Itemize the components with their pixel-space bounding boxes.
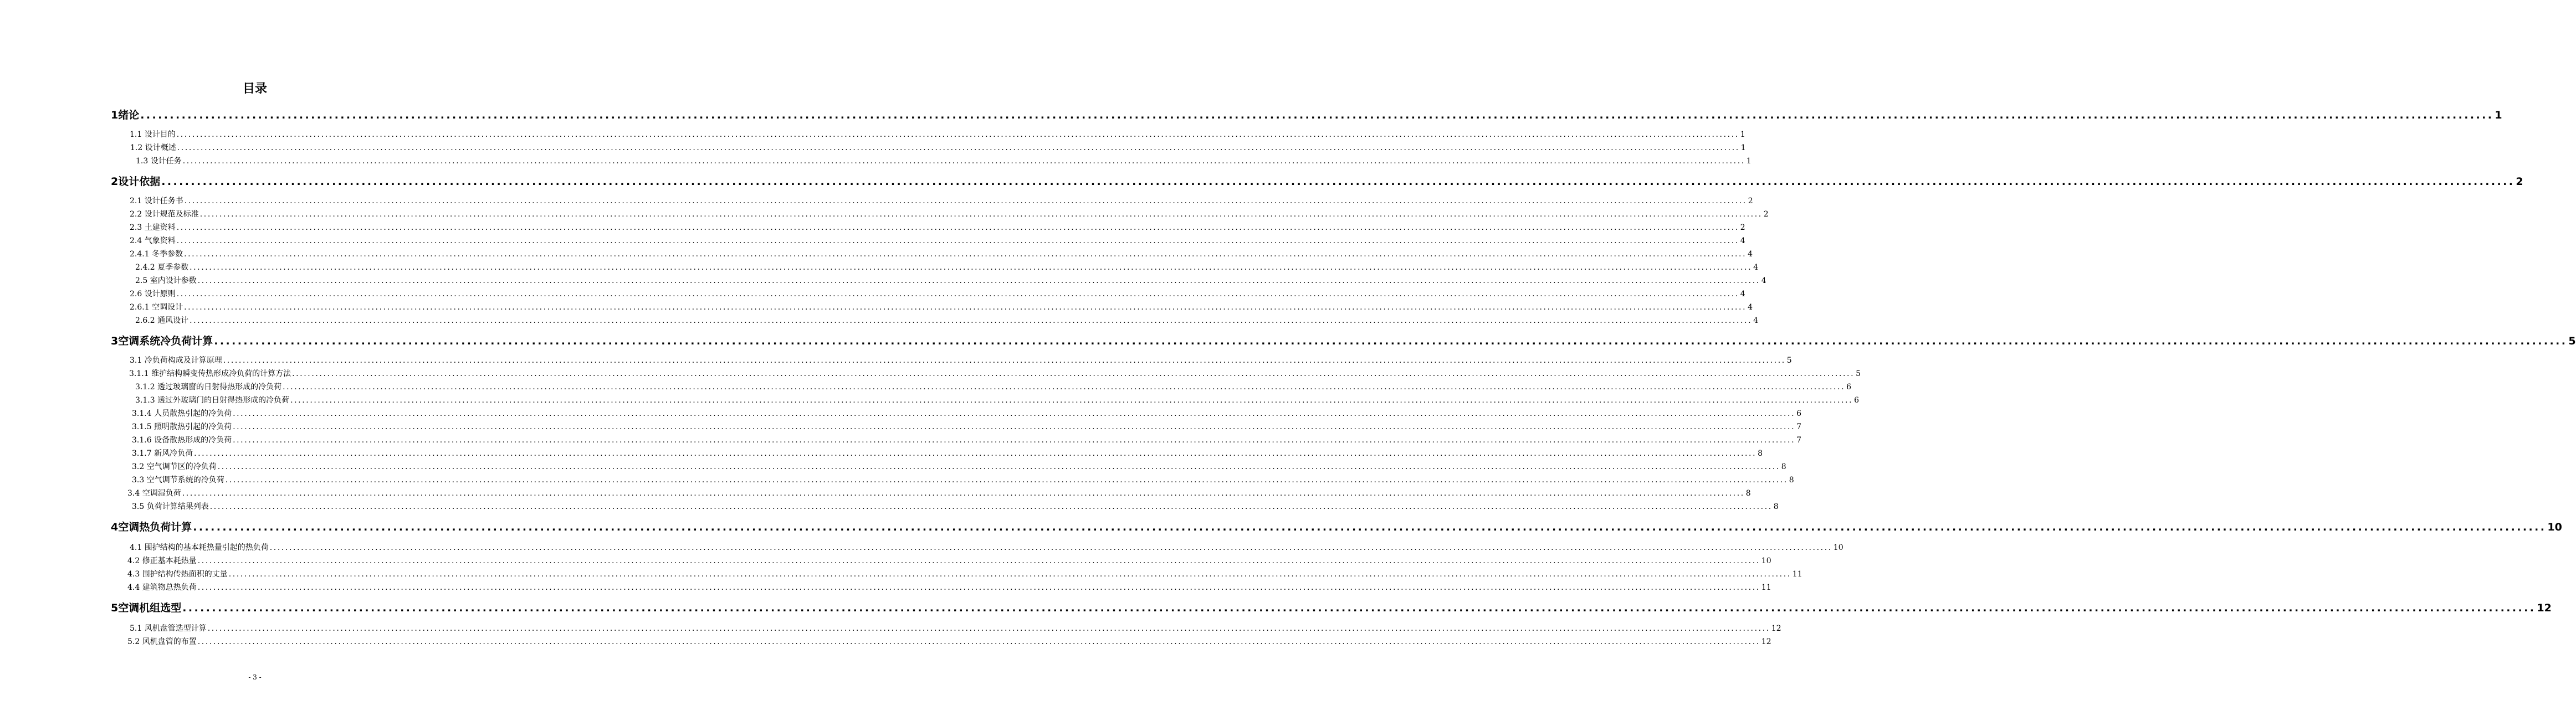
toc-entry-label: 1.1 设计目的 xyxy=(130,130,176,139)
toc-chapter-entry[interactable] xyxy=(111,173,2523,188)
toc-chapter-entry[interactable] xyxy=(111,333,2576,347)
toc-leader-dots: ................................................................................................................................................................................................................................................................................................................................................................................................................ xyxy=(233,423,1796,431)
toc-page-number: 8 xyxy=(1773,502,1779,511)
toc-section-entry[interactable] xyxy=(132,474,1794,485)
toc-page-number: 7 xyxy=(1796,423,1802,431)
toc-leader-dots: ................................................................................................................................................................................................................................................................................................................................................................................................................ xyxy=(182,489,1745,498)
toc-section-entry[interactable] xyxy=(130,622,1781,634)
toc-entry-label: 4.1 围护结构的基本耗热量引起的热负荷 xyxy=(130,543,269,552)
toc-leader-dots: ................................................................................................................................................................................................................................................................................................................................................................................................................ xyxy=(190,316,1753,325)
toc-entry-label: 5.2 风机盘管的布置 xyxy=(127,637,197,646)
toc-leader-dots: ................................................................................................................................................................................................................................................................................................................................................................................................................ xyxy=(176,223,1739,232)
toc-page-number: 8 xyxy=(1745,489,1751,498)
toc-section-entry[interactable] xyxy=(132,461,1786,472)
page-number-footer: - 3 - xyxy=(248,673,262,681)
toc-section-entry[interactable] xyxy=(127,568,1802,579)
toc-leader-dots: ................................................................................................................................................................................................................................................................................................................................................................................................................ xyxy=(283,383,1846,392)
toc-section-entry[interactable] xyxy=(135,394,1860,405)
toc-leader-dots: ................................................................................................................................................................................................................................................................................................................................................................................................................ xyxy=(176,130,1739,139)
toc-entry-label: 4.3 围护结构传热面积的丈量 xyxy=(127,570,228,579)
toc-leader-dots: ................................................................................................................................................................................................................................................................................................................................................................................................................ xyxy=(217,462,1780,471)
toc-chapter-number: 2 xyxy=(111,176,119,188)
toc-section-entry[interactable] xyxy=(130,248,1753,259)
toc-leader-dots: ................................................................................................................................................................................................................................................................................................................................................................................................................ xyxy=(292,369,1855,378)
toc-page-number: 2 xyxy=(2516,176,2523,188)
toc-entry-label: 空调系统冷负荷计算 xyxy=(118,335,213,347)
toc-page-number: 2 xyxy=(1763,210,1769,219)
toc-entry-label: 2.4 气象资料 xyxy=(130,236,176,245)
toc-page-number: 10 xyxy=(1761,557,1771,565)
toc-leader-dots: ................................................................................................................................................................................................................................................................................................................................................................................................................ xyxy=(182,157,1745,166)
toc-leader-dots: ................................................................................................................................................................................................................................................................................................................................................................................................................ xyxy=(199,210,1763,219)
toc-entry-label: 3.1.2 透过玻璃窗的日射得热形成的冷负荷 xyxy=(135,383,282,392)
toc-page-number: 1 xyxy=(1740,130,1745,139)
toc-page-number: 11 xyxy=(1761,583,1771,592)
toc-entry-label: 4.4 建筑物总热负荷 xyxy=(127,583,197,592)
toc-leader-dots: ................................................................................................................................................................................................................................................................................................................................................................................................................ xyxy=(140,109,2494,121)
toc-page-number: 4 xyxy=(1748,250,1753,259)
toc-leader-dots: ................................................................................................................................................................................................................................................................................................................................................................................................................ xyxy=(184,197,1747,205)
toc-entry-label: 2.6.1 空调设计 xyxy=(130,303,183,312)
toc-page-number: 4 xyxy=(1740,236,1745,245)
toc-page-number: 7 xyxy=(1796,436,1802,445)
toc-leader-dots: ................................................................................................................................................................................................................................................................................................................................................................................................................ xyxy=(290,396,1853,405)
toc-leader-dots: ................................................................................................................................................................................................................................................................................................................................................................................................................ xyxy=(197,583,1760,592)
toc-leader-dots: ................................................................................................................................................................................................................................................................................................................................................................................................................ xyxy=(161,176,2515,188)
toc-entry-label: 2.6.2 通风设计 xyxy=(135,316,189,325)
toc-leader-dots: ................................................................................................................................................................................................................................................................................................................................................................................................................ xyxy=(209,502,1773,511)
toc-entry-label: 空调热负荷计算 xyxy=(118,521,192,533)
toc-entry-label: 3.5 负荷计算结果列表 xyxy=(132,502,209,511)
toc-section-entry[interactable] xyxy=(129,368,1861,379)
toc-page-number: 5 xyxy=(2568,335,2576,347)
toc-entry-label: 2.2 设计规范及标准 xyxy=(130,210,199,219)
toc-page-number: 12 xyxy=(1761,637,1771,646)
toc-page-number: 6 xyxy=(1846,383,1852,392)
toc-chapter-entry[interactable] xyxy=(111,600,2552,614)
toc-leader-dots: ................................................................................................................................................................................................................................................................................................................................................................................................................ xyxy=(269,543,1832,552)
toc-page-number: 2 xyxy=(1740,223,1745,232)
toc-entry-label: 3.1.1 维护结构瞬变传热形成冷负荷的计算方法 xyxy=(129,369,291,378)
toc-entry-label: 绪论 xyxy=(118,109,140,121)
toc-page-number: 4 xyxy=(1748,303,1753,312)
toc-leader-dots: ................................................................................................................................................................................................................................................................................................................................................................................................................ xyxy=(233,436,1796,445)
toc-page-number: 5 xyxy=(1856,369,1861,378)
toc-entry-label: 4.2 修正基本耗热量 xyxy=(127,557,197,565)
toc-page-number: 6 xyxy=(1854,396,1860,405)
toc-entry-label: 5.1 风机盘管选型计算 xyxy=(130,624,207,633)
toc-leader-dots: ................................................................................................................................................................................................................................................................................................................................................................................................................ xyxy=(176,290,1739,298)
toc-section-entry[interactable] xyxy=(132,447,1763,459)
toc-section-entry[interactable] xyxy=(130,222,1745,233)
toc-page-number: 1 xyxy=(1746,157,1752,166)
toc-entry-label: 1.2 设计概述 xyxy=(130,143,176,152)
toc-entry-label: 1.3 设计任务 xyxy=(136,157,182,166)
toc-section-entry[interactable] xyxy=(127,487,1751,498)
toc-leader-dots: ................................................................................................................................................................................................................................................................................................................................................................................................................ xyxy=(207,624,1770,633)
toc-chapter-number: 5 xyxy=(111,602,119,614)
toc-entry-label: 3.1.3 透过外玻璃门的日射得热形成的冷负荷 xyxy=(135,396,290,405)
toc-entry-label: 3.2 空气调节区的冷负荷 xyxy=(132,462,217,471)
toc-page-number: 2 xyxy=(1748,197,1753,205)
toc-entry-label: 2.5 室内设计参数 xyxy=(135,276,197,285)
toc-page-number: 11 xyxy=(1792,570,1802,579)
toc-section-entry[interactable] xyxy=(132,408,1802,419)
toc-section-entry[interactable] xyxy=(130,195,1753,206)
toc-leader-dots: ................................................................................................................................................................................................................................................................................................................................................................................................................ xyxy=(233,409,1796,418)
toc-entry-label: 3.1.6 设备散热形成的冷负荷 xyxy=(132,436,232,445)
toc-leader-dots: ................................................................................................................................................................................................................................................................................................................................................................................................................ xyxy=(214,335,2568,347)
toc-leader-dots: ................................................................................................................................................................................................................................................................................................................................................................................................................ xyxy=(176,236,1739,245)
toc-leader-dots: ................................................................................................................................................................................................................................................................................................................................................................................................................ xyxy=(184,303,1747,312)
toc-section-entry[interactable] xyxy=(135,381,1852,392)
toc-chapter-entry[interactable] xyxy=(111,107,2502,121)
toc-leader-dots: ................................................................................................................................................................................................................................................................................................................................................................................................................ xyxy=(177,143,1740,152)
toc-page-number: 12 xyxy=(2537,602,2552,614)
toc-entry-label: 3.1 冷负荷构成及计算原理 xyxy=(130,356,222,365)
toc-page-number: 4 xyxy=(1753,263,1759,272)
toc-entry-label: 2.4.2 夏季参数 xyxy=(135,263,189,272)
toc-section-entry[interactable] xyxy=(130,354,1792,365)
toc-chapter-number: 3 xyxy=(111,335,119,347)
toc-entry-label: 设计依据 xyxy=(118,176,161,188)
toc-section-entry[interactable] xyxy=(136,155,1752,166)
toc-entry-label: 空调机组选型 xyxy=(118,602,182,614)
toc-entry-label: 3.1.7 新风冷负荷 xyxy=(132,449,193,458)
toc-leader-dots: ................................................................................................................................................................................................................................................................................................................................................................................................................ xyxy=(194,449,1757,458)
toc-leader-dots: ................................................................................................................................................................................................................................................................................................................................................................................................................ xyxy=(190,263,1753,272)
toc-section-entry[interactable] xyxy=(135,315,1759,326)
toc-leader-dots: ................................................................................................................................................................................................................................................................................................................................................................................................................ xyxy=(228,570,1791,579)
toc-leader-dots: ................................................................................................................................................................................................................................................................................................................................................................................................................ xyxy=(223,356,1786,365)
toc-page-number: 8 xyxy=(1781,462,1786,471)
toc-leader-dots: ................................................................................................................................................................................................................................................................................................................................................................................................................ xyxy=(225,476,1788,485)
toc-page-number: 12 xyxy=(1771,624,1781,633)
toc-entry-label: 2.1 设计任务书 xyxy=(130,197,183,205)
toc-entry-label: 3.1.4 人员散热引起的冷负荷 xyxy=(132,409,232,418)
toc-leader-dots: ................................................................................................................................................................................................................................................................................................................................................................................................................ xyxy=(197,557,1760,565)
toc-section-entry[interactable] xyxy=(135,261,1759,272)
toc-section-entry[interactable] xyxy=(132,501,1779,512)
toc-chapter-number: 4 xyxy=(111,521,119,533)
toc-section-entry[interactable] xyxy=(135,275,1766,286)
toc-section-entry[interactable] xyxy=(132,434,1802,445)
toc-section-entry[interactable] xyxy=(132,421,1802,432)
toc-section-entry[interactable] xyxy=(127,555,1771,566)
toc-entry-label: 3.4 空调湿负荷 xyxy=(127,489,181,498)
toc-leader-dots: ................................................................................................................................................................................................................................................................................................................................................................................................................ xyxy=(193,521,2547,533)
toc-entry-label: 3.1.5 照明散热引起的冷负荷 xyxy=(132,423,232,431)
toc-section-entry[interactable] xyxy=(127,581,1771,593)
toc-chapter-entry[interactable] xyxy=(111,519,2562,533)
toc-section-entry[interactable] xyxy=(130,235,1745,246)
toc-leader-dots: ................................................................................................................................................................................................................................................................................................................................................................................................................ xyxy=(197,276,1760,285)
toc-section-entry[interactable] xyxy=(127,636,1771,647)
toc-section-entry[interactable] xyxy=(130,208,1769,219)
toc-page-number: 8 xyxy=(1789,476,1794,485)
toc-section-entry[interactable] xyxy=(130,301,1753,312)
toc-page-number: 1 xyxy=(2495,109,2502,121)
toc-page-number: 1 xyxy=(1740,143,1746,152)
toc-chapter-number: 1 xyxy=(111,109,119,121)
toc-page-number: 4 xyxy=(1753,316,1759,325)
toc-section-entry[interactable] xyxy=(130,142,1746,153)
toc-page-number: 4 xyxy=(1761,276,1766,285)
toc-page-number: 10 xyxy=(2547,521,2562,533)
toc-page-number: 4 xyxy=(1740,290,1745,298)
toc-section-entry[interactable] xyxy=(130,128,1745,140)
toc-entry-label: 2.4.1 冬季参数 xyxy=(130,250,183,259)
toc-page-number: 8 xyxy=(1758,449,1763,458)
toc-entry-label: 2.6 设计原则 xyxy=(130,290,176,298)
toc-entry-label: 3.3 空气调节系统的冷负荷 xyxy=(132,476,224,485)
toc-page-number: 10 xyxy=(1833,543,1843,552)
toc-section-entry[interactable] xyxy=(130,288,1745,299)
page-title: 目录 xyxy=(242,82,267,96)
toc-page-number: 6 xyxy=(1796,409,1802,418)
toc-leader-dots: ................................................................................................................................................................................................................................................................................................................................................................................................................ xyxy=(184,250,1747,259)
toc-page-number: 5 xyxy=(1786,356,1792,365)
toc-entry-label: 2.3 土建资料 xyxy=(130,223,176,232)
toc-leader-dots: ................................................................................................................................................................................................................................................................................................................................................................................................................ xyxy=(197,637,1760,646)
toc-leader-dots: ................................................................................................................................................................................................................................................................................................................................................................................................................ xyxy=(182,602,2536,614)
toc-section-entry[interactable] xyxy=(130,542,1843,553)
